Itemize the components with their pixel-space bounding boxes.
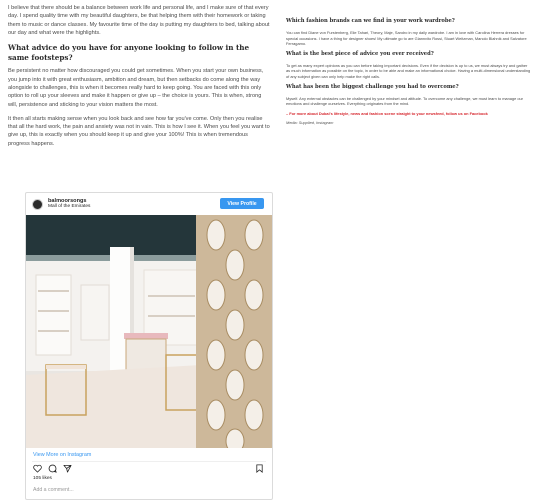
brands-heading: Which fashion brands can we find in your work wardrobe? <box>286 18 455 24</box>
best-advice-heading: What is the best piece of advice you ever received? <box>286 50 434 57</box>
challenge-paragraph: Myself. Any external obstacles can be challenged by your mindset and attitude. To overcome any challenge, we must learn to manage our emotions and challenge ourselves. Everything originates from the mind. <box>286 95 523 107</box>
post-actions <box>33 464 72 473</box>
left-column <box>8 4 270 154</box>
instagram-username[interactable]: balmoorsongs <box>48 197 87 204</box>
instagram-embed <box>25 192 273 500</box>
advice-paragraph-2: It then all starts making sense when you look back and see how far you've come. Only then you realise that all the hard work, the pain and anxiety was not in vain. This is how I see it. When you feel you want to give up, this is exactly when you should keep it up and give your 100%! This is when tremendous progress happens. <box>8 115 270 147</box>
right-column <box>286 14 532 126</box>
avatar[interactable] <box>32 199 43 210</box>
view-more-link[interactable]: View More on Instagram <box>33 452 92 458</box>
comment-icon[interactable] <box>48 464 57 473</box>
store-interior-photo[interactable] <box>26 215 273 448</box>
add-comment-field[interactable]: Add a comment... <box>33 487 74 493</box>
heart-icon[interactable] <box>33 464 42 473</box>
intro-paragraph: I believe that there should be a balance between work life and personal life, and I make sure of that every day. I spend quality time with my beautiful daughters, be that helping them with their homework or taking them to music or dance classes. My favourite time of the day is putting my daughters to bed, talking about our day and what were the highlights. <box>8 5 270 36</box>
instagram-location[interactable]: Mall of the Emirates <box>48 204 91 210</box>
best-advice-paragraph: To get as many expert opinions as you can before taking important decisions. Even if the decision is up to us, we must always try and gather as much information as possible on the topic, in order to be able and make an informational choice. Having a multi-dimensional understanding of any subject given can only help make the right calls. <box>286 62 531 79</box>
advice-heading: What advice do you have for anyone looking to follow in the same footsteps? <box>8 43 250 62</box>
instagram-header <box>26 193 272 215</box>
advice-paragraph-1: Be persistent no matter how discouraged you could get sometimes. When you start your own business, you jump into it with great enthusiasm, ambition and dream, but then setbacks do come along the way alongside to challenges, this is when it becomes really hard to keep going. You are faced with this only option to roll up your sleeves and make it happen or give up – the choice is yours. This is when, strong will, persistence and sticking to your vision matters the most. <box>8 68 264 108</box>
bookmark-icon[interactable] <box>255 464 264 473</box>
media-credit: Media: Supplied, Instagram <box>286 120 334 126</box>
facebook-follow-link[interactable]: – For more about Dubai's lifestyle, news and fashion scene straight to your newsfeed, follow us on Facebook <box>286 110 488 116</box>
divider <box>32 461 266 462</box>
share-icon[interactable] <box>63 464 72 473</box>
brands-paragraph: You can find Diane von Furstenberg, Elie Tahari, Theory, Maje, Sandro in my daily wardrobe. I am in love with Carolina Herrera dresses for special occasions. I have a thing for designer shoes! My ultimate go to are Giannvito Rossi, Stuart Weitzman, Manolo Blahnik and Salvatore Ferragamo. <box>286 30 527 47</box>
view-profile-button[interactable]: View Profile <box>220 198 264 209</box>
likes-count: 105 likes <box>33 476 52 481</box>
challenge-heading: What has been the biggest challenge you had to overcome? <box>286 83 459 90</box>
